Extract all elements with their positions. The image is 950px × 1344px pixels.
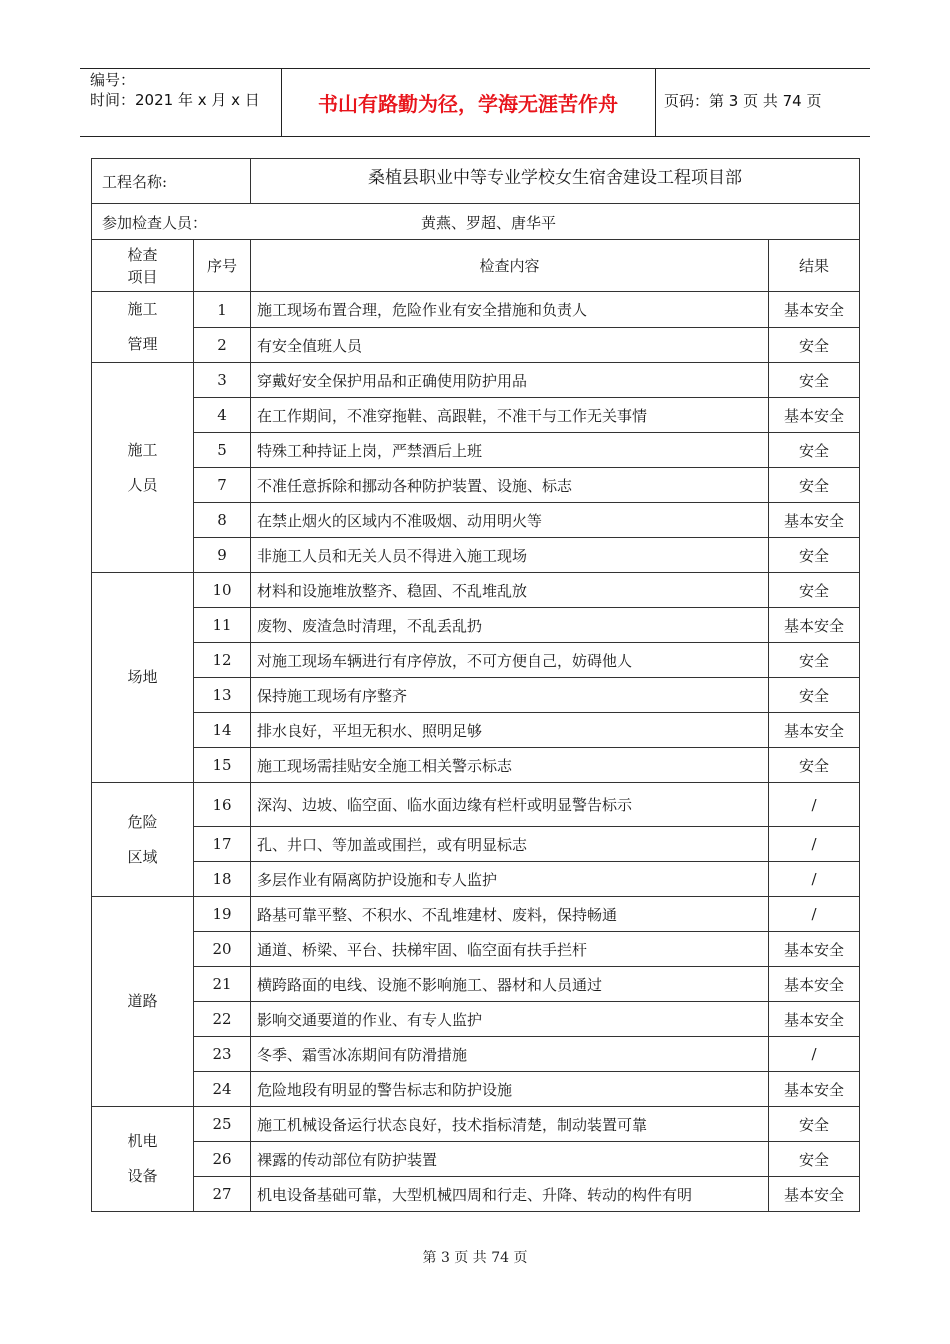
- col-category-header: 检查 项目: [92, 240, 194, 292]
- table-header-row: [92, 240, 860, 292]
- row-content: 排水良好，平坦无积水、照明足够: [251, 713, 769, 748]
- row-content: 非施工人员和无关人员不得进入施工现场: [251, 538, 769, 573]
- time-label: 时间：2021 年 x 月 x 日: [90, 91, 260, 109]
- row-number: 21: [194, 967, 251, 1002]
- row-result: 基本安全: [769, 292, 860, 328]
- table-row: [92, 643, 860, 678]
- row-number: 3: [194, 363, 251, 398]
- row-result: 安全: [769, 678, 860, 713]
- row-result: 基本安全: [769, 713, 860, 748]
- row-number: 22: [194, 1002, 251, 1037]
- row-content: 施工现场布置合理，危险作业有安全措施和负责人: [251, 292, 769, 328]
- row-content: 不准任意拆除和挪动各种防护装置、设施、标志: [251, 468, 769, 503]
- row-result: 安全: [769, 538, 860, 573]
- row-result: 基本安全: [769, 932, 860, 967]
- project-name-row: [92, 159, 860, 204]
- row-result: 基本安全: [769, 967, 860, 1002]
- row-number: 5: [194, 433, 251, 468]
- row-result: 基本安全: [769, 608, 860, 643]
- col-content-header: 检查内容: [251, 240, 769, 292]
- row-number: 26: [194, 1142, 251, 1177]
- row-number: 11: [194, 608, 251, 643]
- row-result: 基本安全: [769, 1002, 860, 1037]
- table-row: [92, 538, 860, 573]
- row-result: 安全: [769, 573, 860, 608]
- table-row: [92, 1072, 860, 1107]
- row-result: /: [769, 1037, 860, 1072]
- row-content: 影响交通要道的作业、有专人监护: [251, 1002, 769, 1037]
- row-number: 27: [194, 1177, 251, 1212]
- row-result: /: [769, 827, 860, 862]
- row-number: 23: [194, 1037, 251, 1072]
- row-content: 对施工现场车辆进行有序停放，不可方便自己，妨碍他人: [251, 643, 769, 678]
- col-result-header: 结果: [769, 240, 860, 292]
- row-result: 安全: [769, 363, 860, 398]
- row-result: /: [769, 783, 860, 827]
- header-bottom-rule: [80, 136, 870, 137]
- table-row: [92, 398, 860, 433]
- inspectors-names: 黄燕、罗超、唐华平: [421, 214, 557, 232]
- row-number: 1: [194, 292, 251, 328]
- row-content: 保持施工现场有序整齐: [251, 678, 769, 713]
- row-number: 7: [194, 468, 251, 503]
- table-row: [92, 862, 860, 897]
- row-content: 冬季、霜雪冰冻期间有防滑措施: [251, 1037, 769, 1072]
- row-number: 20: [194, 932, 251, 967]
- table-row: [92, 608, 860, 643]
- row-result: /: [769, 862, 860, 897]
- row-number: 24: [194, 1072, 251, 1107]
- row-result: 安全: [769, 748, 860, 783]
- row-result: 安全: [769, 1107, 860, 1142]
- row-content: 在工作期间，不准穿拖鞋、高跟鞋，不准干与工作无关事情: [251, 398, 769, 433]
- category-cell: 机电 设备: [92, 1107, 194, 1212]
- row-result: 基本安全: [769, 1072, 860, 1107]
- row-number: 25: [194, 1107, 251, 1142]
- table-row: [92, 678, 860, 713]
- row-content: 孔、井口、等加盖或围拦，或有明显标志: [251, 827, 769, 862]
- row-content: 路基可靠平整、不积水、不乱堆建材、废料，保持畅通: [251, 897, 769, 932]
- header-divider: [655, 68, 656, 136]
- inspectors-row: [92, 204, 860, 240]
- project-name: 桑植县职业中等专业学校女生宿舍建设工程项目部: [251, 159, 860, 204]
- number-label: 编号：: [90, 71, 136, 89]
- row-number: 14: [194, 713, 251, 748]
- table-row: [92, 827, 860, 862]
- category-cell: 施工 管理: [92, 292, 194, 363]
- row-content: 穿戴好安全保护用品和正确使用防护用品: [251, 363, 769, 398]
- row-number: 10: [194, 573, 251, 608]
- row-content: 在禁止烟火的区域内不准吸烟、动用明火等: [251, 503, 769, 538]
- row-number: 19: [194, 897, 251, 932]
- row-content: 施工现场需挂贴安全施工相关警示标志: [251, 748, 769, 783]
- header-meta: [90, 70, 280, 110]
- row-number: 13: [194, 678, 251, 713]
- category-cell: 道路: [92, 897, 194, 1107]
- row-result: 安全: [769, 468, 860, 503]
- row-content: 横跨路面的电线、设施不影响施工、器材和人员通过: [251, 967, 769, 1002]
- row-number: 12: [194, 643, 251, 678]
- table-row: [92, 1142, 860, 1177]
- row-result: 基本安全: [769, 503, 860, 538]
- row-result: 基本安全: [769, 398, 860, 433]
- project-name-label: 工程名称:: [92, 159, 251, 204]
- table-row: [92, 932, 860, 967]
- category-cell: 场地: [92, 573, 194, 783]
- header-page-label: 页码：第 3 页 共 74 页: [664, 92, 822, 110]
- table-row: [92, 1107, 860, 1142]
- row-content: 通道、桥梁、平台、扶梯牢固、临空面有扶手拦杆: [251, 932, 769, 967]
- row-number: 4: [194, 398, 251, 433]
- row-number: 16: [194, 783, 251, 827]
- row-content: 多层作业有隔离防护设施和专人监护: [251, 862, 769, 897]
- page-footer: 第 3 页 共 74 页: [422, 1250, 528, 1266]
- row-result: 安全: [769, 433, 860, 468]
- table-row: [92, 328, 860, 363]
- row-result: 安全: [769, 328, 860, 363]
- row-content: 裸露的传动部位有防护装置: [251, 1142, 769, 1177]
- inspection-table: [91, 158, 860, 1212]
- table-row: [92, 967, 860, 1002]
- inspection-table-body: [92, 159, 860, 1212]
- table-row: [92, 748, 860, 783]
- category-cell: 危险 区域: [92, 783, 194, 897]
- row-number: 18: [194, 862, 251, 897]
- header-motto: 书山有路勤为径，学海无涯苦作舟: [318, 91, 618, 116]
- table-row: [92, 363, 860, 398]
- row-content: 废物、废渣急时清理，不乱丢乱扔: [251, 608, 769, 643]
- table-row: [92, 1177, 860, 1212]
- table-row: [92, 1002, 860, 1037]
- row-result: 安全: [769, 1142, 860, 1177]
- row-content: 施工机械设备运行状态良好，技术指标清楚，制动装置可靠: [251, 1107, 769, 1142]
- table-row: [92, 897, 860, 932]
- row-number: 15: [194, 748, 251, 783]
- table-row: [92, 433, 860, 468]
- inspectors-wrap: [92, 204, 859, 239]
- row-number: 17: [194, 827, 251, 862]
- row-number: 9: [194, 538, 251, 573]
- row-content: 深沟、边坡、临空面、临水面边缘有栏杆或明显警告标示: [251, 783, 769, 827]
- row-content: 危险地段有明显的警告标志和防护设施: [251, 1072, 769, 1107]
- table-row: [92, 468, 860, 503]
- table-row: [92, 292, 860, 328]
- row-content: 特殊工种持证上岗，严禁酒后上班: [251, 433, 769, 468]
- table-row: [92, 573, 860, 608]
- category-cell: 施工 人员: [92, 363, 194, 573]
- col-no-header: 序号: [194, 240, 251, 292]
- table-row: [92, 503, 860, 538]
- row-content: 有安全值班人员: [251, 328, 769, 363]
- row-result: 安全: [769, 643, 860, 678]
- inspectors-label: 参加检查人员：: [102, 214, 208, 232]
- row-number: 8: [194, 503, 251, 538]
- inspectors-cell: [92, 204, 860, 240]
- table-row: [92, 783, 860, 827]
- row-content: 材料和设施堆放整齐、稳固、不乱堆乱放: [251, 573, 769, 608]
- table-row: [92, 713, 860, 748]
- row-result: /: [769, 897, 860, 932]
- row-content: 机电设备基础可靠，大型机械四周和行走、升降、转动的构件有明: [251, 1177, 769, 1212]
- row-result: 基本安全: [769, 1177, 860, 1212]
- table-row: [92, 1037, 860, 1072]
- row-number: 2: [194, 328, 251, 363]
